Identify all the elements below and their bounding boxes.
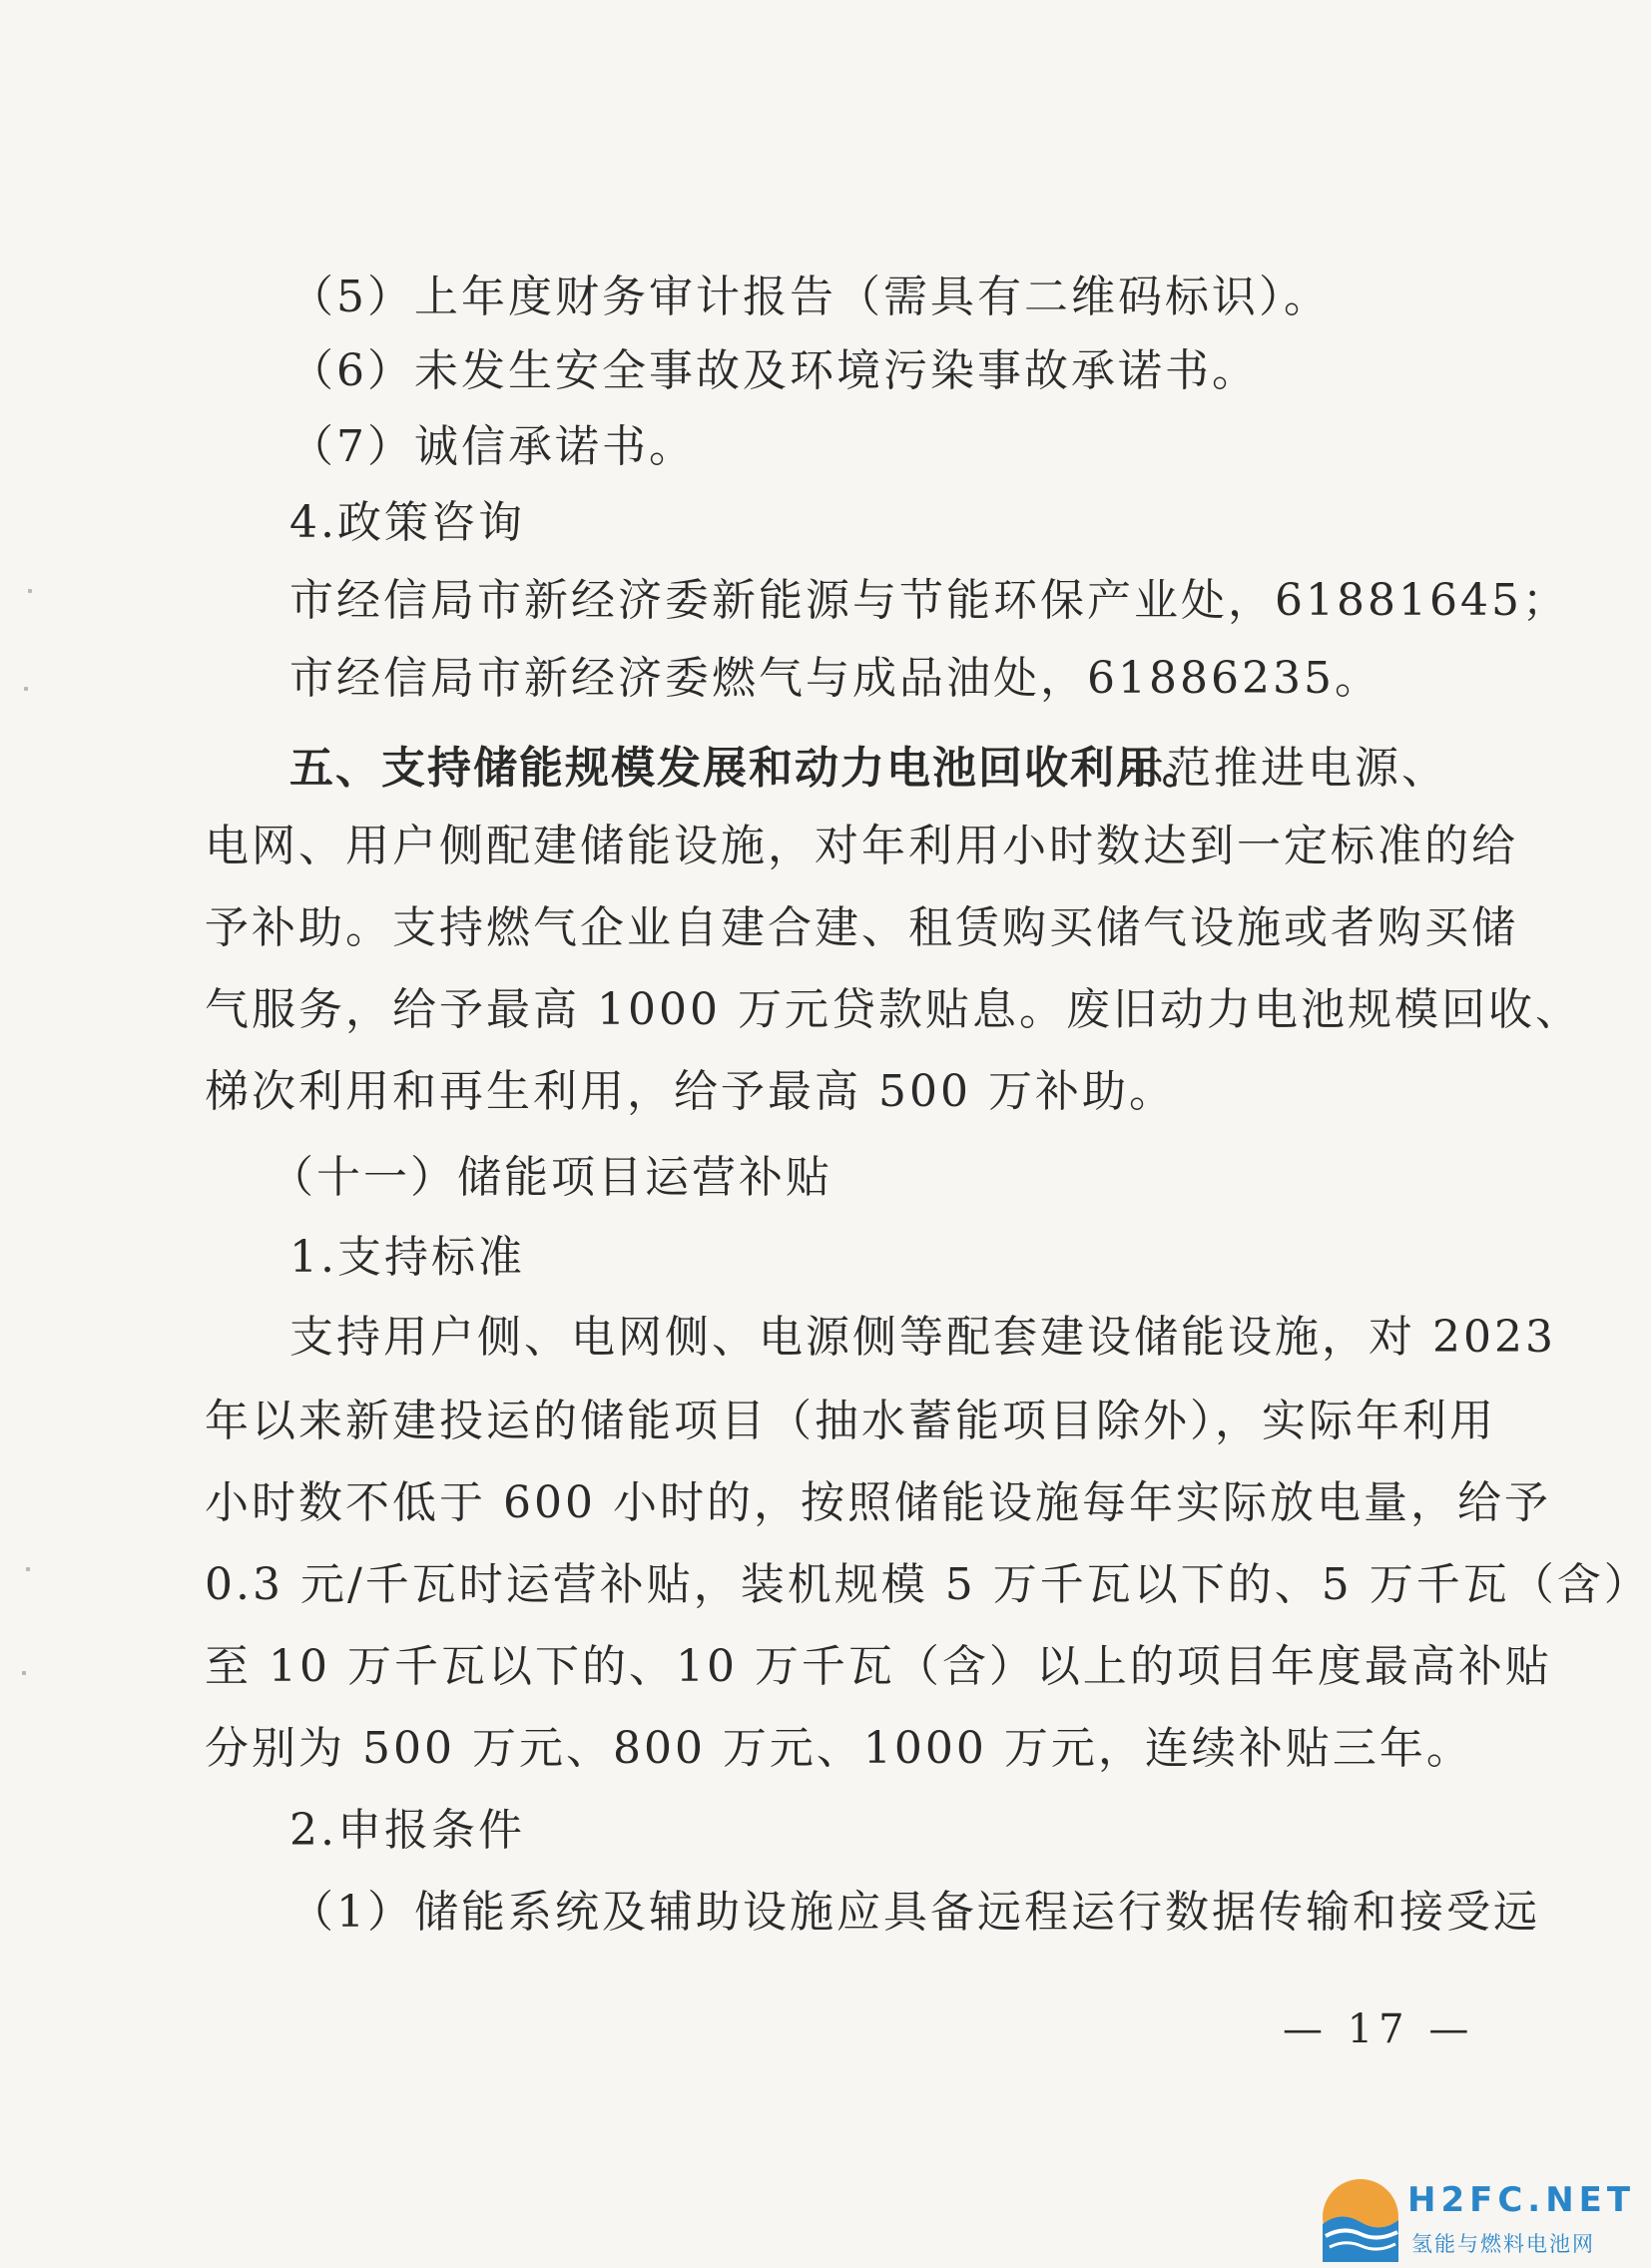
text-line: （5）上年度财务审计报告（需具有二维码标识）。 [289, 272, 1331, 322]
item-heading: 1.支持标准 [289, 1232, 525, 1283]
watermark-subtitle: 氢能与燃料电池网 [1411, 2232, 1595, 2256]
chapter-heading: 五、支持储能规模发展和动力电池回收利用。 [289, 743, 1208, 794]
subsection-heading: （十一）储能项目运营补贴 [270, 1152, 832, 1203]
section-heading: 4.政策咨询 [289, 497, 525, 548]
text-line: 示范推进电源、 [1120, 743, 1448, 794]
paragraph-line: 年以来新建投运的储能项目（抽水蓄能项目除外），实际年利用 [205, 1396, 1496, 1446]
paragraph-line: 梯次利用和再生利用，给予最高 500 万补助。 [205, 1066, 1176, 1117]
text-line: （7）诚信承诺书。 [289, 421, 696, 472]
paragraph-line: 气服务，给予最高 1000 万元贷款贴息。废旧动力电池规模回收、 [205, 984, 1582, 1035]
contact-line: 市经信局市新经济委新能源与节能环保产业处，61881645； [289, 575, 1569, 626]
paragraph-line: 支持用户侧、电网侧、电源侧等配套建设储能设施，对 2023 [289, 1312, 1556, 1363]
page-number: — 17 — [1283, 2006, 1475, 2052]
scan-speck [26, 1567, 30, 1571]
contact-line: 市经信局市新经济委燃气与成品油处，61886235。 [289, 653, 1381, 704]
paragraph-line: （1）储能系统及辅助设施应具备远程运行数据传输和接受远 [289, 1887, 1540, 1938]
watermark-brand: H2FC.NET [1407, 2180, 1636, 2220]
scan-speck [28, 589, 32, 593]
paragraph-line: 分别为 500 万元、800 万元、1000 万元，连续补贴三年。 [205, 1723, 1473, 1774]
paragraph-line: 电网、用户侧配建储能设施，对年利用小时数达到一定标准的给 [205, 821, 1518, 871]
text-line: （6）未发生安全事故及环境污染事故承诺书。 [289, 345, 1259, 396]
paragraph-line: 小时数不低于 600 小时的，按照储能设施每年实际放电量，给予 [205, 1477, 1551, 1528]
scan-speck [22, 1671, 26, 1675]
scan-speck [24, 687, 28, 691]
wave-logo-icon [1316, 2172, 1405, 2262]
item-heading: 2.申报条件 [289, 1805, 525, 1856]
paragraph-line: 予补助。支持燃气企业自建合建、租赁购买储气设施或者购买储 [205, 902, 1518, 953]
paragraph-line: 0.3 元/千瓦时运营补贴，装机规模 5 万千瓦以下的、5 万千瓦（含） [205, 1559, 1651, 1610]
paragraph-line: 至 10 万千瓦以下的、10 万千瓦（含）以上的项目年度最高补贴 [205, 1641, 1552, 1692]
site-watermark [1316, 2166, 1636, 2266]
